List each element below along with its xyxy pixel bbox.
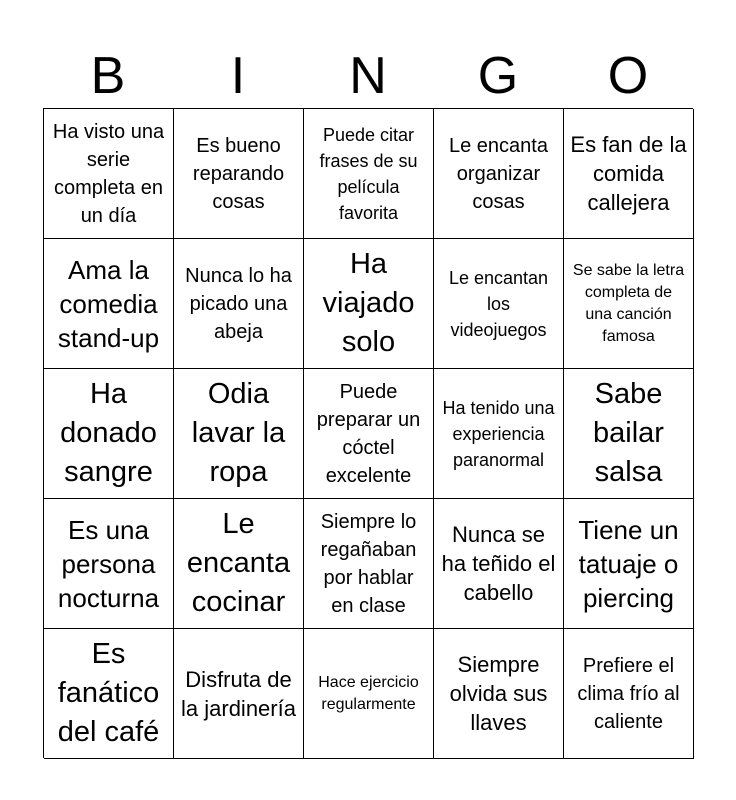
cell-text: Se sabe la letra completa de una canción famosa (572, 261, 685, 345)
bingo-cell[interactable] (434, 499, 564, 629)
header-letter-g: G (477, 47, 519, 105)
bingo-cell[interactable] (434, 369, 564, 499)
cell-text: Siempre lo regañaban por hablar en clase (320, 510, 417, 617)
cell-text: Nunca lo ha picado una abeja (185, 264, 292, 343)
bingo-cell[interactable] (174, 109, 304, 239)
cell-text: Siempre olvida sus llaves (449, 652, 548, 735)
cell-text: Nunca se ha teñido el cabello (441, 522, 556, 605)
bingo-cell[interactable] (434, 109, 564, 239)
cell-text: Le encanta cocinar (186, 508, 291, 618)
bingo-cell[interactable] (564, 369, 694, 499)
bingo-cell[interactable] (304, 239, 434, 369)
cell-text: Ama la comedia stand-up (57, 254, 160, 353)
bingo-cell[interactable] (304, 499, 434, 629)
cell-text: Es bueno reparando cosas (192, 134, 285, 213)
bingo-cell[interactable] (564, 239, 694, 369)
header-letter-o: O (607, 47, 649, 105)
cell-text: Tiene un tatuaje o piercing (578, 514, 679, 613)
cell-text: Le encanta organizar cosas (449, 134, 548, 213)
bingo-cell[interactable] (44, 109, 174, 239)
bingo-cell[interactable] (174, 629, 304, 759)
bingo-cell[interactable] (174, 239, 304, 369)
cell-text: Sabe bailar salsa (593, 378, 664, 488)
cell-text: Ha donado sangre (60, 378, 157, 488)
bingo-cell[interactable] (44, 369, 174, 499)
bingo-cell[interactable] (304, 369, 434, 499)
header-letter-b: B (90, 47, 126, 105)
bingo-cell[interactable] (174, 369, 304, 499)
bingo-cell[interactable] (564, 629, 694, 759)
bingo-cell[interactable] (564, 499, 694, 629)
cell-text: Le encantan los videojuegos (448, 267, 549, 340)
bingo-header (43, 44, 693, 108)
cell-text: Puede citar frases de su película favorita (319, 124, 418, 223)
cell-text: Puede preparar un cóctel excelente (316, 380, 421, 487)
cell-text: Ha viajado solo (322, 248, 415, 358)
cell-text: Ha tenido una experiencia paranormal (442, 397, 555, 470)
bingo-cell[interactable] (304, 109, 434, 239)
cell-text: Ha visto una serie completa en un día (52, 120, 165, 227)
bingo-cell[interactable] (304, 629, 434, 759)
bingo-cell[interactable] (44, 499, 174, 629)
cell-text: Es fanático del café (57, 638, 160, 748)
cell-text: Hace ejercicio regularmente (318, 673, 419, 713)
bingo-cell[interactable] (434, 629, 564, 759)
bingo-cell[interactable] (44, 239, 174, 369)
header-letter-n: N (349, 47, 387, 105)
cell-text: Es una persona nocturna (57, 514, 160, 613)
bingo-cell[interactable] (174, 499, 304, 629)
header-letter-i: I (230, 47, 246, 105)
cell-text: Es fan de la comida callejera (570, 132, 687, 215)
bingo-card-grid (43, 108, 693, 758)
bingo-cell[interactable] (434, 239, 564, 369)
cell-text: Disfruta de la jardinería (181, 666, 296, 721)
cell-text: Odia lavar la ropa (191, 378, 286, 488)
cell-text: Prefiere el clima frío al caliente (577, 654, 680, 733)
bingo-cell[interactable] (564, 109, 694, 239)
bingo-cell[interactable] (44, 629, 174, 759)
